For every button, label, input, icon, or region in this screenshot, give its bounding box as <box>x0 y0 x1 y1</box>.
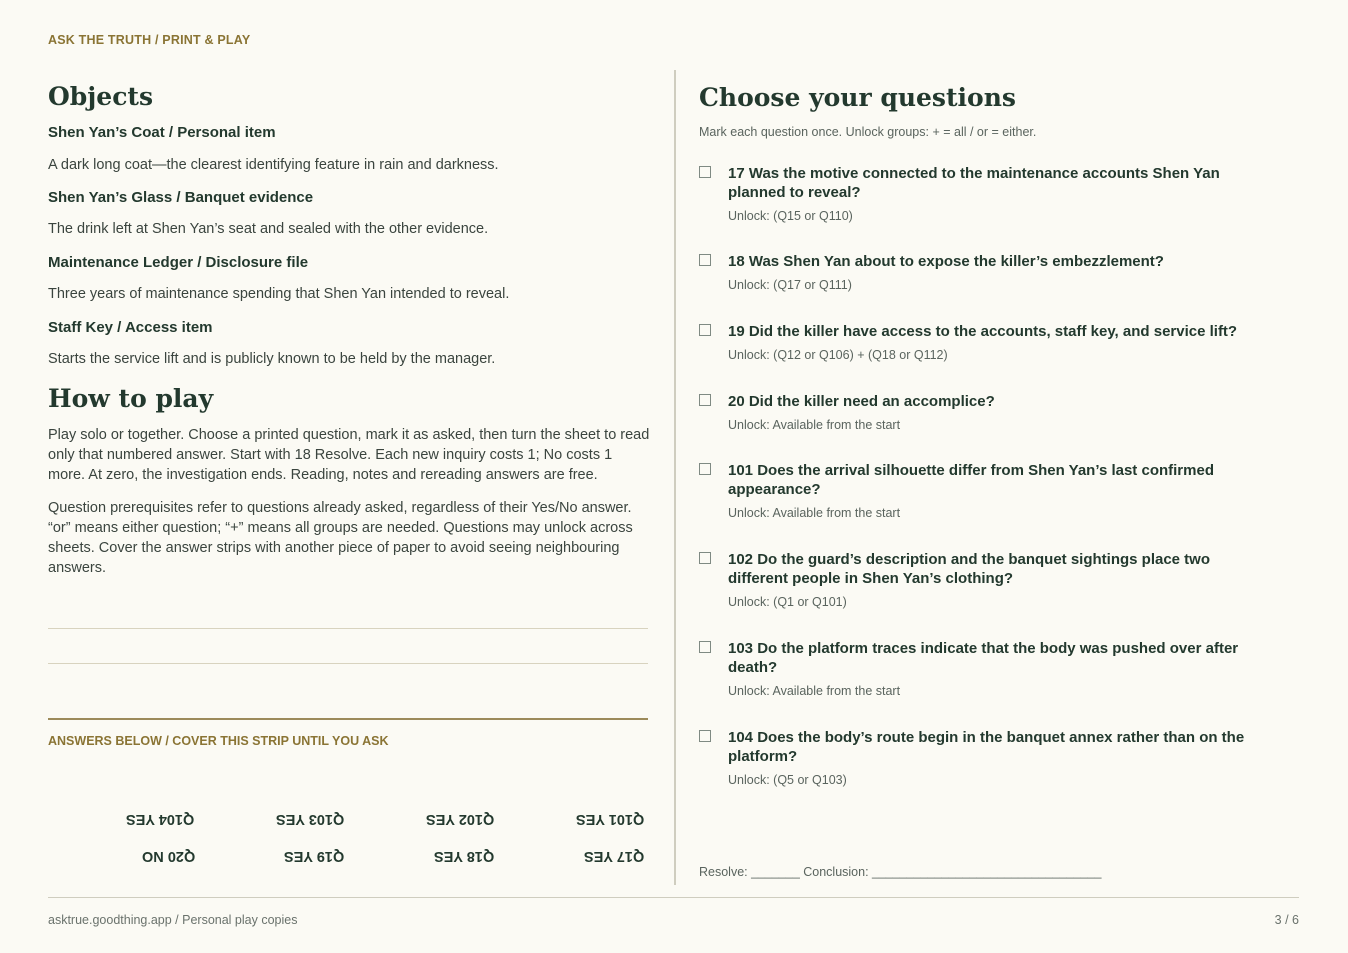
question-unlock: Unlock: Available from the start <box>728 684 901 698</box>
question-unlock: Unlock: Available from the start <box>728 418 901 432</box>
object-name: Maintenance Ledger / Disclosure file <box>48 254 309 271</box>
question-checkbox[interactable] <box>699 254 711 266</box>
howto-paragraph: Play solo or together. Choose a printed question, mark it as asked, then turn the sheet to read only that numbered answer. Start with 18 Resolve. Each new inquiry costs 1; No costs 1 more. At zero, the investigation ends. Reading, notes and rereading answers are free. <box>48 427 650 483</box>
question-checkbox[interactable] <box>699 394 711 406</box>
object-desc: Starts the service lift and is publicly known to be held by the manager. <box>48 351 496 367</box>
divider <box>48 663 648 664</box>
question-checkbox[interactable] <box>699 324 711 336</box>
answers-label: ANSWERS BELOW / COVER THIS STRIP UNTIL YOU ASK <box>48 734 389 748</box>
question-unlock: Unlock: (Q12 or Q106) + (Q18 or Q112) <box>728 348 948 362</box>
question-checkbox[interactable] <box>699 641 711 653</box>
footer-source: asktrue.goodthing.app / Personal play copies <box>48 913 298 927</box>
question-checkbox[interactable] <box>699 463 711 475</box>
answer-item: Q19 YES <box>284 848 345 864</box>
question-text: 20 Did the killer need an accomplice? <box>728 393 995 410</box>
questions-title: Choose your questions <box>699 83 1016 112</box>
question-checkbox[interactable] <box>699 166 711 178</box>
header-label: ASK THE TRUTH / PRINT & PLAY <box>48 33 251 47</box>
howto-paragraph: Question prerequisites refer to questions already asked, regardless of their Yes/No answer. “or” means either question; “+” means all groups are needed. Questions may unlock across sheets. Cover the answer strips with another piece of paper to avoid seeing neighbouring answers. <box>48 500 633 576</box>
answer-item: Q104 YES <box>126 811 195 827</box>
object-desc: The drink left at Shen Yan’s seat and sealed with the other evidence. <box>48 221 489 237</box>
object-desc: Three years of maintenance spending that Shen Yan intended to reveal. <box>48 286 510 302</box>
question-text: 103 Do the platform traces indicate that the body was pushed over after death? <box>728 640 1239 676</box>
question-text: 104 Does the body’s route begin in the banquet annex rather than on the platform? <box>728 729 1245 765</box>
footer-divider <box>48 897 1299 898</box>
column-divider <box>674 70 676 885</box>
answer-item: Q101 YES <box>576 811 645 827</box>
object-desc: A dark long coat—the clearest identifying feature in rain and darkness. <box>48 157 499 173</box>
question-unlock: Unlock: Available from the start <box>728 506 901 520</box>
questions-subtitle: Mark each question once. Unlock groups: + = all / or = either. <box>699 125 1037 139</box>
question-text: 101 Does the arrival silhouette differ from Shen Yan’s last confirmed appearance? <box>728 462 1214 498</box>
question-text: 18 Was Shen Yan about to expose the killer’s embezzlement? <box>728 253 1164 270</box>
answer-item: Q102 YES <box>426 811 495 827</box>
question-checkbox[interactable] <box>699 552 711 564</box>
page-number: 3 / 6 <box>1274 913 1299 927</box>
question-text: 19 Did the killer have access to the accounts, staff key, and service lift? <box>728 323 1238 340</box>
right-column <box>699 83 1299 787</box>
howto-title: How to play <box>48 384 214 413</box>
answer-item: Q18 YES <box>434 848 495 864</box>
question-text: 102 Do the guard’s description and the banquet sightings place two different people in Shen Yan’s clothing? <box>728 551 1211 587</box>
objects-title: Objects <box>48 82 154 111</box>
resolve-conclusion-line: Resolve: _______ Conclusion: _________________________________ <box>699 865 1102 879</box>
question-unlock: Unlock: (Q15 or Q110) <box>728 209 853 223</box>
answer-item: Q17 YES <box>584 848 645 864</box>
object-name: Staff Key / Access item <box>48 319 213 336</box>
question-text: 17 Was the motive connected to the maintenance accounts Shen Yan planned to reveal? <box>728 165 1220 201</box>
question-unlock: Unlock: (Q1 or Q101) <box>728 595 847 609</box>
answer-item: Q20 NO <box>142 848 196 864</box>
answer-strip-divider <box>48 718 648 720</box>
object-name: Shen Yan’s Coat / Personal item <box>48 124 276 141</box>
question-unlock: Unlock: (Q17 or Q111) <box>728 278 852 292</box>
question-checkbox[interactable] <box>699 730 711 742</box>
object-name: Shen Yan’s Glass / Banquet evidence <box>48 189 314 206</box>
question-unlock: Unlock: (Q5 or Q103) <box>728 773 847 787</box>
divider <box>48 628 648 629</box>
answer-item: Q103 YES <box>276 811 345 827</box>
